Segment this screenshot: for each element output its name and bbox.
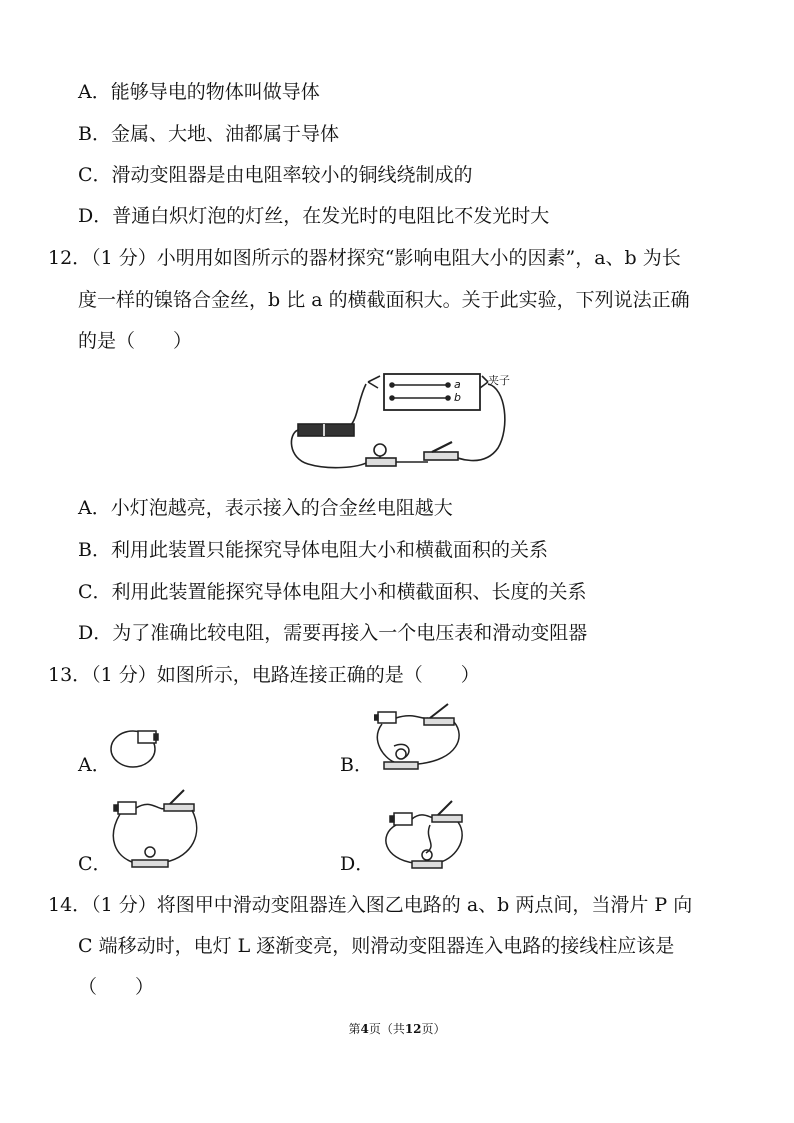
q12-stem-line-3: 的是（ ） (78, 330, 193, 352)
wire-b-label: b (454, 391, 461, 404)
footer-page-number: 4 (360, 1022, 369, 1036)
q11-option-d: D．普通白炽灯泡的灯丝，在发光时的电阻比不发光时大 (78, 205, 550, 227)
q12-option-c: C．利用此装置能探究导体电阻大小和横截面积、长度的关系 (78, 581, 587, 603)
q13-option-b-label: B． (340, 754, 373, 776)
q13-circuit-d (374, 795, 466, 873)
footer-prefix: 第 (348, 1022, 361, 1036)
q13-option-d-label: D． (340, 853, 375, 875)
q12-stem-line-1: 12．（1 分）小明用如图所示的器材探究“影响电阻大小的因素”，a、b 为长 (48, 247, 681, 269)
page-footer (0, 1020, 794, 1037)
q11-option-a: A．能够导电的物体叫做导体 (78, 81, 320, 103)
wire-a-label: a (454, 378, 461, 391)
q11-option-b: B．金属、大地、油都属于导体 (78, 123, 339, 145)
q13-option-c-label: C． (78, 853, 112, 875)
q13-circuit-a (108, 725, 168, 775)
q12-circuit-figure (288, 368, 518, 480)
q12-option-b: B．利用此装置只能探究导体电阻大小和横截面积的关系 (78, 539, 548, 561)
q14-stem-line-3: （ ） (78, 976, 155, 998)
q13-circuit-b (374, 690, 464, 775)
q13-circuit-c (108, 782, 198, 872)
q11-option-c: C．滑动变阻器是由电阻率较小的铜线绕制成的 (78, 164, 473, 186)
q12-option-d: D．为了准确比较电阻，需要再接入一个电压表和滑动变阻器 (78, 622, 588, 644)
q12-stem-line-2: 度一样的镍铬合金丝，b 比 a 的横截面积大。关于此实验，下列说法正确 (78, 289, 690, 311)
q13-option-a-label: A． (78, 754, 111, 776)
clip-label: 夹子 (488, 374, 510, 387)
footer-mid: 页（共 (368, 1022, 405, 1036)
q14-stem-line-1: 14．（1 分）将图甲中滑动变阻器连入图乙电路的 a、b 两点间，当滑片 P 向 (48, 894, 693, 916)
footer-total-pages: 12 (404, 1022, 422, 1036)
q12-option-a: A．小灯泡越亮，表示接入的合金丝电阻越大 (78, 497, 453, 519)
q13-stem: 13．（1 分）如图所示，电路连接正确的是（ ） (48, 664, 480, 686)
footer-suffix: 页） (421, 1022, 446, 1036)
q14-stem-line-2: C 端移动时，电灯 L 逐渐变亮，则滑动变阻器连入电路的接线柱应该是 (78, 935, 675, 957)
